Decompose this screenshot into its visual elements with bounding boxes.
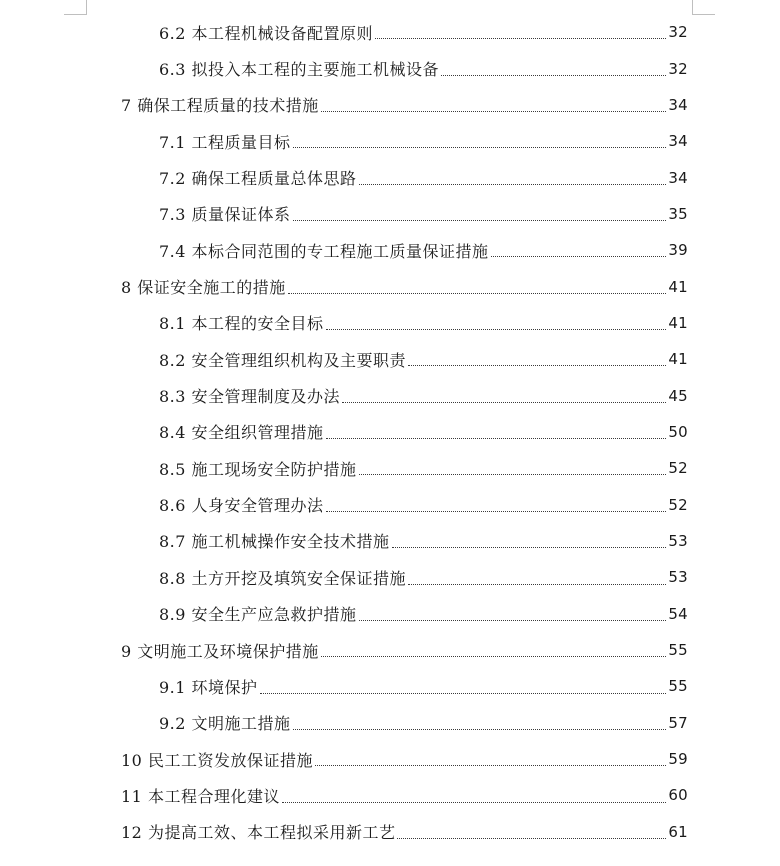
toc-entry-page-number[interactable]: 32 [668,59,688,78]
toc-entry-title[interactable]: 11 本工程合理化建议 [121,786,280,806]
toc-entry[interactable] [0,486,780,522]
toc-dot-leader [321,110,667,112]
toc-dot-leader [392,546,667,548]
toc-entry-page-number[interactable]: 52 [668,459,688,478]
toc-entry-title[interactable]: 9.2 文明施工措施 [159,714,291,734]
toc-entry-title[interactable]: 8.4 安全组织管理措施 [159,423,324,443]
toc-entry-title[interactable]: 8.1 本工程的安全目标 [159,314,324,334]
margin-corner-mark-right [692,0,715,15]
toc-entry-title[interactable]: 7.3 质量保证体系 [159,205,291,225]
toc-entry[interactable] [0,632,780,668]
margin-corner-mark-left [64,0,87,15]
toc-entry[interactable] [0,14,780,50]
toc-entry-page-number[interactable]: 60 [668,786,688,805]
toc-dot-leader [397,837,666,839]
toc-entry-page-number[interactable]: 52 [668,495,688,514]
toc-entry-page-number[interactable]: 55 [668,641,688,660]
toc-dot-leader [326,437,667,439]
toc-entry-page-number[interactable]: 39 [668,241,688,260]
toc-dot-leader [321,655,667,657]
toc-entry-page-number[interactable]: 59 [668,750,688,769]
toc-dot-leader [293,728,667,730]
toc-entry[interactable] [0,305,780,341]
toc-entry[interactable] [0,705,780,741]
toc-entry-page-number[interactable]: 41 [668,350,688,369]
toc-entry[interactable] [0,559,780,595]
toc-entry[interactable] [0,741,780,777]
toc-entry-title[interactable]: 8.7 施工机械操作安全技术措施 [159,532,390,552]
toc-dot-leader [359,183,667,185]
toc-entry[interactable] [0,377,780,413]
toc-entry-title[interactable]: 12 为提高工效、本工程拟采用新工艺 [121,823,396,843]
toc-entry-page-number[interactable]: 34 [668,95,688,114]
toc-dot-leader [282,801,666,803]
toc-entry-page-number[interactable]: 32 [668,23,688,42]
toc-entry-page-number[interactable]: 54 [668,604,688,623]
toc-dot-leader [359,619,667,621]
toc-entry-page-number[interactable]: 61 [668,822,688,841]
toc-dot-leader [326,328,667,330]
toc-entry[interactable] [0,450,780,486]
toc-entry-title[interactable]: 9 文明施工及环境保护措施 [121,641,319,661]
toc-entry[interactable] [0,232,780,268]
toc-entry-page-number[interactable]: 53 [668,531,688,550]
toc-entry[interactable] [0,341,780,377]
toc-entry-title[interactable]: 7.4 本标合同范围的专工程施工质量保证措施 [159,241,489,261]
toc-entry-page-number[interactable]: 45 [668,386,688,405]
toc-dot-leader [491,255,667,257]
toc-dot-leader [342,401,666,403]
toc-entry[interactable] [0,523,780,559]
toc-dot-leader [315,764,666,766]
toc-entry[interactable] [0,123,780,159]
toc-entry-title[interactable]: 8.2 安全管理组织机构及主要职责 [159,350,407,370]
toc-entry-page-number[interactable]: 34 [668,168,688,187]
toc-entry-title[interactable]: 6.3 拟投入本工程的主要施工机械设备 [159,60,440,80]
toc-entry[interactable] [0,196,780,232]
toc-entry-title[interactable]: 8.9 安全生产应急救护措施 [159,605,357,625]
toc-entry-title[interactable]: 8.5 施工现场安全防护措施 [159,459,357,479]
toc-entry-title[interactable]: 8.8 土方开挖及填筑安全保证措施 [159,568,407,588]
toc-dot-leader [375,37,666,39]
toc-entry[interactable] [0,159,780,195]
toc-entry-title[interactable]: 6.2 本工程机械设备配置原则 [159,23,374,43]
toc-entry[interactable] [0,814,780,850]
toc-dot-leader [408,364,666,366]
toc-dot-leader [293,146,667,148]
table-of-contents [0,14,780,850]
toc-entry[interactable] [0,668,780,704]
toc-entry-page-number[interactable]: 55 [668,677,688,696]
toc-entry-title[interactable]: 7.1 工程质量目标 [159,132,291,152]
toc-entry-page-number[interactable]: 57 [668,713,688,732]
toc-entry-page-number[interactable]: 50 [668,422,688,441]
toc-entry-title[interactable]: 10 民工工资发放保证措施 [121,750,313,770]
toc-dot-leader [288,292,667,294]
toc-entry-page-number[interactable]: 41 [668,313,688,332]
toc-entry-title[interactable]: 8.3 安全管理制度及办法 [159,387,341,407]
toc-entry[interactable] [0,777,780,813]
toc-dot-leader [260,692,667,694]
toc-entry-title[interactable]: 8.6 人身安全管理办法 [159,496,324,516]
toc-entry-title[interactable]: 7 确保工程质量的技术措施 [121,96,319,116]
toc-entry[interactable] [0,87,780,123]
toc-entry[interactable] [0,414,780,450]
toc-entry-title[interactable]: 7.2 确保工程质量总体思路 [159,169,357,189]
toc-dot-leader [293,219,667,221]
toc-entry[interactable] [0,50,780,86]
toc-entry-page-number[interactable]: 35 [668,204,688,223]
toc-dot-leader [326,510,667,512]
toc-entry-page-number[interactable]: 34 [668,132,688,151]
toc-entry-page-number[interactable]: 53 [668,568,688,587]
toc-dot-leader [408,583,666,585]
toc-entry-title[interactable]: 9.1 环境保护 [159,677,258,697]
toc-entry[interactable] [0,596,780,632]
toc-dot-leader [359,473,667,475]
toc-entry-title[interactable]: 8 保证安全施工的措施 [121,278,286,298]
toc-dot-leader [441,74,666,76]
toc-entry[interactable] [0,268,780,304]
toc-entry-page-number[interactable]: 41 [668,277,688,296]
